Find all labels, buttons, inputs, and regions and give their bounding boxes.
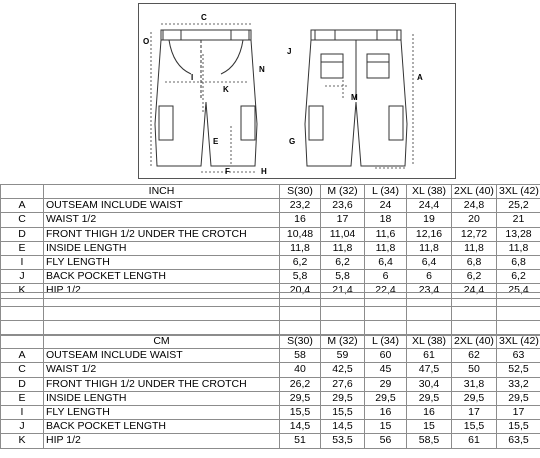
measure-value: 11,8: [497, 241, 540, 255]
table-row: [1, 377, 540, 391]
measure-value: 6,4: [407, 255, 452, 269]
table-row: [1, 255, 540, 269]
header-row: [1, 185, 540, 199]
measure-value: 56: [365, 434, 407, 448]
measure-value: 50: [452, 363, 497, 377]
measure-value: 6,2: [497, 270, 540, 284]
label-g: G: [289, 137, 296, 146]
measure-value: 6,8: [497, 255, 540, 269]
measure-value: 22,4: [365, 284, 407, 298]
label-h: H: [261, 167, 267, 176]
measure-value: 5,8: [280, 270, 321, 284]
size-header: L (34): [365, 185, 407, 199]
size-header: S(30): [280, 185, 321, 199]
table-row: [1, 227, 540, 241]
back-belt-loops: [315, 30, 397, 40]
label-e: E: [213, 137, 219, 146]
measure-value: 15,5: [280, 405, 321, 419]
measure-value: 5,8: [321, 270, 365, 284]
table-row: [1, 391, 540, 405]
measure-value: 17: [321, 213, 365, 227]
measure-value: 25,4: [497, 284, 540, 298]
measure-value: 31,8: [452, 377, 497, 391]
measure-key: A: [1, 349, 44, 363]
measure-value: 16: [365, 405, 407, 419]
label-j: J: [287, 47, 292, 56]
measure-key: I: [1, 405, 44, 419]
label-a: A: [417, 73, 423, 82]
measure-value: 10,48: [280, 227, 321, 241]
measure-value: 47,5: [407, 363, 452, 377]
measure-value: 11,8: [452, 241, 497, 255]
measure-key: E: [1, 241, 44, 255]
measure-key: J: [1, 420, 44, 434]
measure-value: 17: [497, 405, 540, 419]
measure-value: 14,5: [321, 420, 365, 434]
measure-value: 15,5: [321, 405, 365, 419]
measure-value: 29,5: [280, 391, 321, 405]
measure-name: HIP 1/2: [44, 434, 280, 448]
measure-value: 11,04: [321, 227, 365, 241]
size-header: XL (38): [407, 185, 452, 199]
size-header: 3XL (42): [497, 185, 540, 199]
measure-key: E: [1, 391, 44, 405]
measure-name: OUTSEAM INCLUDE WAIST: [44, 199, 280, 213]
measure-name: BACK POCKET LENGTH: [44, 270, 280, 284]
table-row: [1, 270, 540, 284]
table-row: [1, 241, 540, 255]
measure-value: 11,8: [321, 241, 365, 255]
back-pocket-right: [367, 54, 389, 78]
measure-value: 11,8: [280, 241, 321, 255]
measure-value: 17: [452, 405, 497, 419]
measure-value: 6: [407, 270, 452, 284]
measure-value: 29,5: [365, 391, 407, 405]
separator-rows: [0, 292, 540, 336]
measure-name: FLY LENGTH: [44, 405, 280, 419]
measure-value: 16: [280, 213, 321, 227]
back-pocket-left: [321, 54, 343, 78]
front-cargo-right: [241, 106, 255, 140]
measure-value: 30,4: [407, 377, 452, 391]
measure-key: I: [1, 255, 44, 269]
measure-name: HIP 1/2: [44, 284, 280, 298]
measure-value: 21,4: [321, 284, 365, 298]
size-header: 2XL (40): [452, 185, 497, 199]
label-m: M: [351, 93, 358, 102]
measure-value: 25,2: [497, 199, 540, 213]
measure-value: 12,72: [452, 227, 497, 241]
header-blank: [1, 185, 44, 199]
label-f: F: [225, 167, 230, 176]
measure-value: 24: [365, 199, 407, 213]
measure-name: OUTSEAM INCLUDE WAIST: [44, 349, 280, 363]
front-waistband: [161, 30, 251, 40]
measure-value: 33,2: [497, 377, 540, 391]
table-row: [1, 199, 540, 213]
label-k: K: [223, 85, 229, 94]
size-table-cm: [0, 334, 540, 449]
measure-key: D: [1, 377, 44, 391]
measure-value: 18: [365, 213, 407, 227]
measure-key: C: [1, 363, 44, 377]
measure-name: BACK POCKET LENGTH: [44, 420, 280, 434]
back-cargo-right: [389, 106, 403, 140]
shorts-drawing: [139, 4, 455, 178]
measure-value: 61: [407, 349, 452, 363]
size-header: S(30): [280, 335, 321, 349]
measure-value: 42,5: [321, 363, 365, 377]
table-row: [1, 405, 540, 419]
shorts-diagram: [138, 3, 456, 179]
measure-value: 29,5: [407, 391, 452, 405]
measure-value: 6,2: [280, 255, 321, 269]
measure-name: FRONT THIGH 1/2 UNDER THE CROTCH: [44, 377, 280, 391]
table-row: [1, 363, 540, 377]
measure-value: 11,8: [365, 241, 407, 255]
table-row: [1, 213, 540, 227]
measure-key: C: [1, 213, 44, 227]
size-header: 3XL (42): [497, 335, 540, 349]
measure-value: 23,2: [280, 199, 321, 213]
size-header: 2XL (40): [452, 335, 497, 349]
front-pockets: [169, 40, 243, 74]
measure-value: 16: [407, 405, 452, 419]
measure-value: 15,5: [452, 420, 497, 434]
measure-value: 6,8: [452, 255, 497, 269]
measure-value: 52,5: [497, 363, 540, 377]
front-body: [155, 40, 257, 166]
unit-label: CM: [44, 335, 280, 349]
label-c: C: [201, 13, 207, 22]
measure-value: 63,5: [497, 434, 540, 448]
measure-value: 19: [407, 213, 452, 227]
size-header: M (32): [321, 185, 365, 199]
measure-value: 15,5: [497, 420, 540, 434]
measure-key: K: [1, 434, 44, 448]
measure-value: 6: [365, 270, 407, 284]
measure-value: 58: [280, 349, 321, 363]
measure-value: 59: [321, 349, 365, 363]
measure-value: 24,4: [407, 199, 452, 213]
measure-value: 53,5: [321, 434, 365, 448]
measure-value: 14,5: [280, 420, 321, 434]
measure-value: 24,8: [452, 199, 497, 213]
measure-value: 60: [365, 349, 407, 363]
size-header: XL (38): [407, 335, 452, 349]
measure-name: FRONT THIGH 1/2 UNDER THE CROTCH: [44, 227, 280, 241]
measure-value: 13,28: [497, 227, 540, 241]
measure-value: 40: [280, 363, 321, 377]
measure-key: K: [1, 284, 44, 298]
measure-value: 20: [452, 213, 497, 227]
front-cargo-left: [159, 106, 173, 140]
label-i: I: [191, 73, 194, 82]
measure-value: 11,8: [407, 241, 452, 255]
measure-value: 6,2: [452, 270, 497, 284]
measure-value: 29: [365, 377, 407, 391]
measure-value: 45: [365, 363, 407, 377]
back-waistband: [311, 30, 401, 40]
measure-value: 24,4: [452, 284, 497, 298]
measure-value: 6,4: [365, 255, 407, 269]
measure-value: 12,16: [407, 227, 452, 241]
measure-value: 11,6: [365, 227, 407, 241]
measure-value: 29,5: [452, 391, 497, 405]
label-o: O: [143, 37, 150, 46]
table-row: [1, 420, 540, 434]
header-blank: [1, 335, 44, 349]
measure-value: 51: [280, 434, 321, 448]
measure-name: INSIDE LENGTH: [44, 391, 280, 405]
unit-label: INCH: [44, 185, 280, 199]
label-n: N: [259, 65, 265, 74]
measure-name: INSIDE LENGTH: [44, 241, 280, 255]
size-header: M (32): [321, 335, 365, 349]
measure-value: 63: [497, 349, 540, 363]
measure-value: 26,2: [280, 377, 321, 391]
measure-value: 20,4: [280, 284, 321, 298]
table-row: [1, 434, 540, 448]
measure-value: 6,2: [321, 255, 365, 269]
measure-key: J: [1, 270, 44, 284]
size-header: L (34): [365, 335, 407, 349]
measure-key: A: [1, 199, 44, 213]
header-row: [1, 335, 540, 349]
measure-value: 29,5: [497, 391, 540, 405]
measure-name: FLY LENGTH: [44, 255, 280, 269]
measure-value: 61: [452, 434, 497, 448]
measure-value: 27,6: [321, 377, 365, 391]
measure-value: 15: [365, 420, 407, 434]
front-belt-loops: [163, 30, 249, 40]
measure-value: 23,6: [321, 199, 365, 213]
measure-value: 21: [497, 213, 540, 227]
measure-name: WAIST 1/2: [44, 363, 280, 377]
measure-key: D: [1, 227, 44, 241]
measure-value: 23,4: [407, 284, 452, 298]
measure-value: 62: [452, 349, 497, 363]
measure-value: 29,5: [321, 391, 365, 405]
table-row: [1, 349, 540, 363]
measure-value: 58,5: [407, 434, 452, 448]
back-cargo-left: [309, 106, 323, 140]
measure-value: 15: [407, 420, 452, 434]
size-table-inch: [0, 184, 540, 299]
measure-name: WAIST 1/2: [44, 213, 280, 227]
